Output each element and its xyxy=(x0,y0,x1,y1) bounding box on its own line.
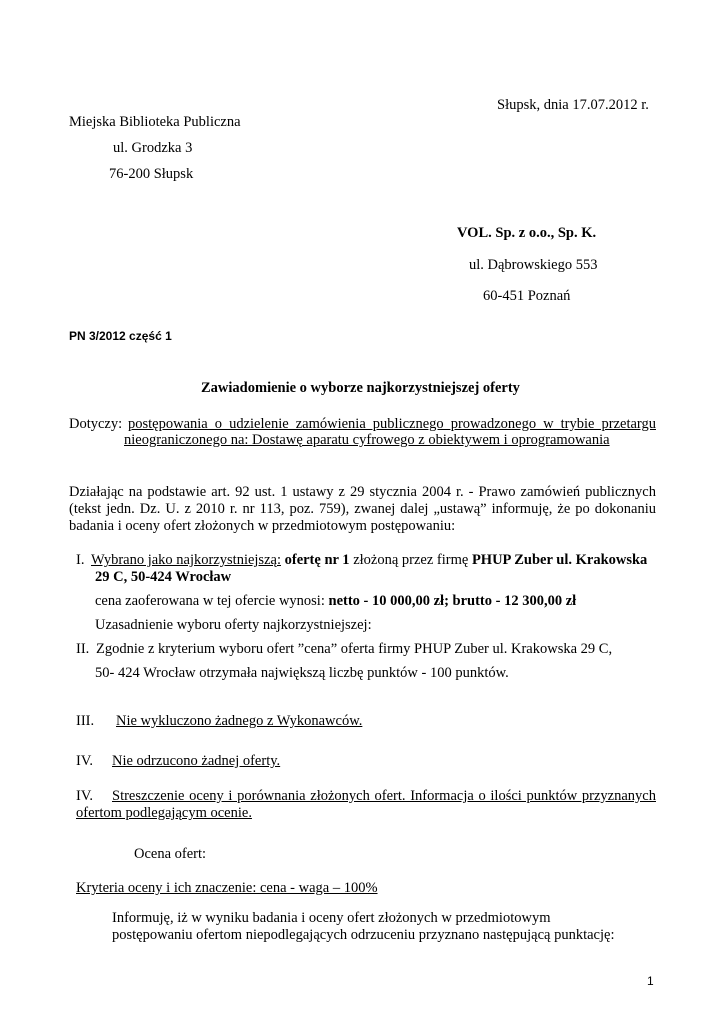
page-number: 1 xyxy=(647,974,654,988)
criteria-line: Kryteria oceny i ich znaczenie: cena - waga – 100% xyxy=(76,880,378,896)
section-1-offer-text: złożoną przez firmę xyxy=(349,552,472,568)
closing-line-2: postępowaniu ofertom niepodlegających odrzuceniu przyznano następującą punktację: xyxy=(112,927,615,943)
section-3-number: III. xyxy=(76,713,95,729)
date-line: Słupsk, dnia 17.07.2012 r. xyxy=(497,97,649,113)
recipient-city: 60-451 Poznań xyxy=(483,288,571,304)
section-4b-line-1: Streszczenie oceny i porównania złożonych ofert. Informacja o ilości punktów przyznanych xyxy=(112,788,656,804)
subject-line-1: postępowania o udzielenie zamówienia publicznego prowadzonego w trybie przetargu xyxy=(128,416,656,432)
section-2-line-1: Zgodnie z kryterium wyboru ofert ”cena” oferta firmy PHUP Zuber ul. Krakowska 29 C, xyxy=(96,641,613,657)
section-1-firm: PHUP Zuber ul. Krakowska xyxy=(471,552,648,568)
recipient-street: ul. Dąbrowskiego 553 xyxy=(469,257,598,273)
intro-line-1: Działając na podstawie art. 92 ust. 1 ustawy z 29 stycznia 2004 r. - Prawo zamówień publicznych xyxy=(69,484,656,500)
section-4b-number: IV. xyxy=(76,788,94,804)
section-1-firm-address: 29 C, 50-424 Wrocław xyxy=(95,569,232,585)
section-1-line-1 xyxy=(91,552,647,569)
section-1-price-label: cena zaoferowana w tej ofercie wynosi: xyxy=(95,593,329,609)
evaluation-heading: Ocena ofert: xyxy=(134,846,207,862)
section-4a-text: Nie odrzucono żadnej oferty. xyxy=(112,753,281,769)
subject-line-2: nieograniczonego na: Dostawę aparatu cyfrowego z obiektywem i oprogramowania xyxy=(124,432,610,448)
section-1-offer: ofertę nr 1 xyxy=(284,552,350,568)
sender-street: ul. Grodzka 3 xyxy=(113,140,193,156)
closing-line-1: Informuję, iż w wyniku badania i oceny ofert złożonych w przedmiotowym xyxy=(112,910,551,926)
section-3-text: Nie wykluczono żadnego z Wykonawców. xyxy=(116,713,363,729)
recipient-name: VOL. Sp. z o.o., Sp. K. xyxy=(457,225,597,241)
section-1-lead: Wybrano jako najkorzystniejszą: xyxy=(91,552,281,568)
section-2-number: II. xyxy=(76,641,90,657)
section-1-price xyxy=(95,593,576,610)
section-1-number: I. xyxy=(76,552,85,568)
reference-number: PN 3/2012 część 1 xyxy=(69,329,172,343)
document-title: Zawiadomienie o wyborze najkorzystniejszej oferty xyxy=(201,380,520,396)
sender-name: Miejska Biblioteka Publiczna xyxy=(69,114,241,130)
intro-line-2: (tekst jedn. Dz. U. z 2010 r. nr 113, poz. 759), zwanej dalej „ustawą” informuję, że po dokonaniu xyxy=(69,501,656,517)
sender-city: 76-200 Słupsk xyxy=(109,166,194,182)
section-4b-line-2: ofertom podlegającym ocenie. xyxy=(76,805,252,821)
subject-label: Dotyczy: xyxy=(69,416,123,432)
section-1-price-value: netto - 10 000,00 zł; brutto - 12 300,00 zł xyxy=(328,593,577,609)
section-4a-number: IV. xyxy=(76,753,94,769)
section-1-justification: Uzasadnienie wyboru oferty najkorzystniejszej: xyxy=(95,617,372,633)
section-2-line-2: 50- 424 Wrocław otrzymała największą liczbę punktów - 100 punktów. xyxy=(95,665,509,681)
intro-line-3: badania i oceny ofert złożonych w przedmiotowym postępowaniu: xyxy=(69,518,456,534)
